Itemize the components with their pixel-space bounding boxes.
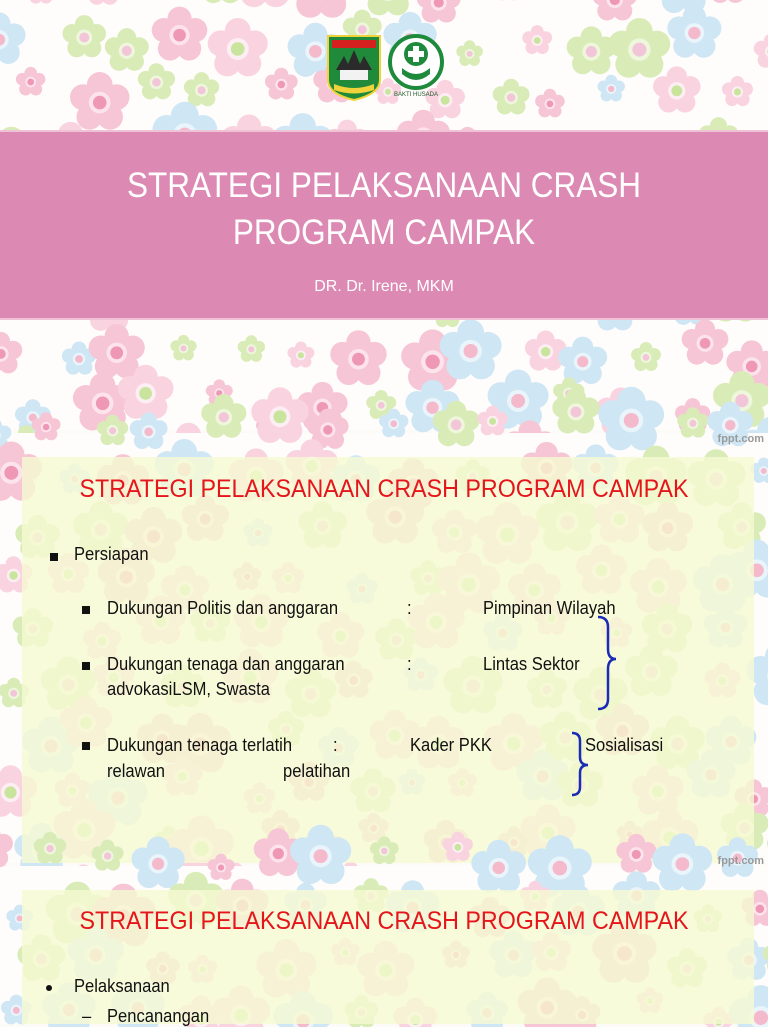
item-dukungan-politis: Dukungan Politis dan anggaran bbox=[107, 598, 338, 619]
flower-decoration bbox=[525, 331, 566, 371]
flower-decoration bbox=[16, 67, 46, 96]
bullet-square bbox=[82, 662, 90, 670]
flower-decoration bbox=[592, 0, 637, 20]
flower-decoration bbox=[198, 0, 246, 3]
bakti-husada-logo-icon bbox=[388, 30, 444, 102]
flower-decoration bbox=[440, 319, 502, 379]
flower-decoration bbox=[631, 342, 661, 371]
flower-decoration bbox=[208, 18, 268, 76]
flower-decoration bbox=[62, 15, 106, 57]
slide-heading: STRATEGI PELAKSANAAN CRASH PROGRAM CAMPAK bbox=[27, 907, 741, 936]
flower-decoration bbox=[493, 79, 530, 115]
flower-decoration bbox=[535, 89, 565, 118]
item-dukungan-tenaga-anggaran: Dukungan tenaga dan anggaran bbox=[107, 654, 345, 675]
flower-decoration bbox=[0, 12, 26, 64]
presentation-title: STRATEGI PELAKSANAAN CRASH PROGRAM CAMPAK bbox=[38, 162, 729, 256]
flower-decoration bbox=[417, 0, 461, 23]
strategy-preparation-slide bbox=[0, 433, 768, 863]
slide-heading: STRATEGI PELAKSANAAN CRASH PROGRAM CAMPAK bbox=[27, 475, 741, 504]
dash-marker: – bbox=[82, 1006, 91, 1027]
flower-decoration bbox=[667, 5, 721, 58]
flower-decoration bbox=[152, 7, 208, 61]
flower-decoration bbox=[706, 0, 750, 3]
separator: : bbox=[407, 654, 412, 675]
flower-decoration bbox=[105, 28, 149, 71]
flower-decoration bbox=[609, 18, 671, 78]
flower-decoration bbox=[722, 76, 753, 106]
flower-decoration bbox=[26, 0, 55, 4]
flower-decoration bbox=[330, 330, 386, 385]
bullet-square bbox=[82, 606, 90, 614]
section-pelaksanaan: Pelaksanaan bbox=[74, 976, 170, 997]
separator: : bbox=[407, 598, 412, 619]
presenter-name: DR. Dr. Irene, MKM bbox=[0, 278, 768, 296]
separator: : bbox=[333, 735, 338, 756]
sumatera-barat-crest-icon bbox=[326, 34, 382, 102]
flower-decoration bbox=[567, 26, 616, 74]
flower-decoration bbox=[522, 25, 552, 54]
flower-decoration bbox=[287, 341, 314, 367]
value-kader-pkk: Kader PKK bbox=[410, 735, 492, 756]
item-pelatihan: pelatihan bbox=[283, 761, 350, 782]
flower-decoration bbox=[653, 66, 701, 112]
strategy-implementation-slide bbox=[0, 866, 768, 1024]
flower-decoration bbox=[85, 0, 122, 5]
flower-decoration bbox=[184, 72, 219, 106]
flower-decoration bbox=[289, 0, 353, 18]
title-band bbox=[0, 130, 768, 320]
svg-text:BAKTI HUSADA: BAKTI HUSADA bbox=[394, 92, 438, 98]
flower-decoration bbox=[233, 0, 296, 7]
sub-pencanangan: Pencanangan bbox=[107, 1006, 209, 1027]
flower-decoration bbox=[0, 332, 22, 374]
flower-decoration bbox=[238, 335, 265, 362]
watermark: fppt.com bbox=[718, 855, 764, 867]
bullet-square bbox=[50, 553, 58, 561]
flower-decoration bbox=[170, 335, 196, 361]
title-slide bbox=[0, 0, 768, 430]
flower-decoration bbox=[597, 75, 624, 102]
flower-decoration bbox=[456, 40, 483, 66]
item-dukungan-tenaga-terlatih: Dukungan tenaga terlatih bbox=[107, 735, 292, 756]
bullet-square bbox=[82, 742, 90, 750]
note-sosialisasi: Sosialisasi bbox=[585, 735, 663, 756]
flower-decoration bbox=[558, 337, 607, 384]
watermark: fppt.com bbox=[718, 433, 764, 445]
value-lintas-sektor: Lintas Sektor bbox=[483, 654, 580, 675]
flower-decoration bbox=[138, 63, 175, 99]
section-persiapan: Persiapan bbox=[74, 544, 149, 565]
item-dukungan-tenaga-anggaran-cont: advokasiLSM, Swasta bbox=[107, 679, 270, 700]
flower-decoration bbox=[70, 72, 130, 130]
right-brace-icon bbox=[566, 729, 600, 799]
value-pimpinan-wilayah: Pimpinan Wilayah bbox=[483, 598, 616, 619]
flower-decoration bbox=[754, 33, 768, 67]
flower-decoration bbox=[265, 68, 298, 100]
item-relawan: relawan bbox=[107, 761, 165, 782]
flower-decoration bbox=[682, 319, 729, 364]
bullet-dot bbox=[46, 985, 52, 991]
right-brace-icon bbox=[592, 613, 626, 713]
